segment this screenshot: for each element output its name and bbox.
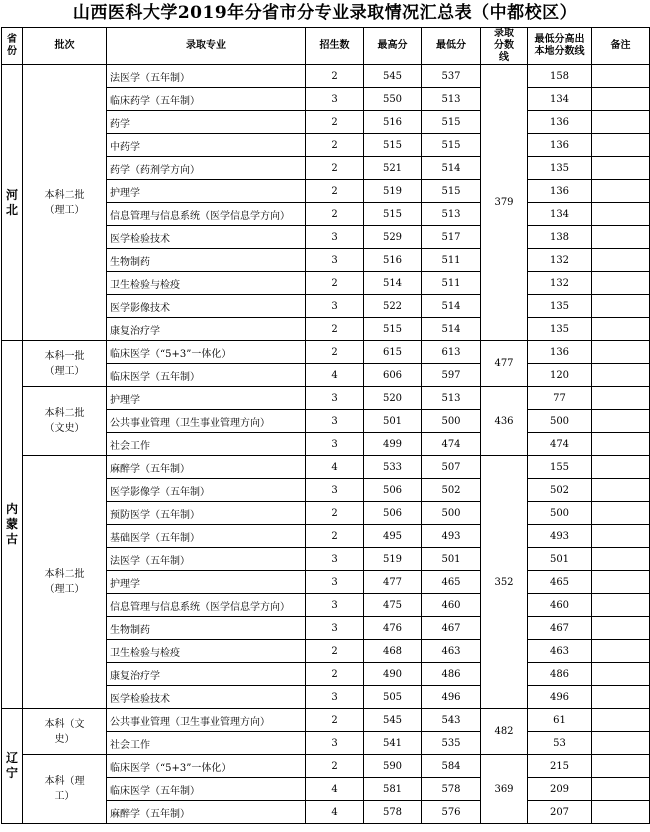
major-cell: 生物制药 bbox=[107, 617, 306, 640]
enroll-cell: 4 bbox=[306, 456, 364, 479]
note-cell bbox=[592, 732, 650, 755]
min-score-cell: 515 bbox=[422, 111, 481, 134]
province-cell bbox=[2, 709, 23, 824]
enroll-cell: 2 bbox=[306, 525, 364, 548]
major-cell: 药学 bbox=[107, 111, 306, 134]
major-cell: 社会工作 bbox=[107, 732, 306, 755]
note-cell bbox=[592, 778, 650, 801]
min-score-cell: 515 bbox=[422, 134, 481, 157]
above-line-cell: 500 bbox=[528, 502, 592, 525]
above-line-cell: 207 bbox=[528, 801, 592, 824]
above-line-cell: 502 bbox=[528, 479, 592, 502]
table-row bbox=[2, 65, 650, 88]
province-label: 河北 bbox=[5, 187, 18, 217]
note-cell bbox=[592, 295, 650, 318]
note-cell bbox=[592, 548, 650, 571]
max-score-cell: 519 bbox=[364, 548, 422, 571]
max-score-cell: 529 bbox=[364, 226, 422, 249]
enroll-cell: 3 bbox=[306, 617, 364, 640]
major-cell: 预防医学（五年制） bbox=[107, 502, 306, 525]
major-cell: 医学影像学（五年制） bbox=[107, 479, 306, 502]
note-cell bbox=[592, 134, 650, 157]
enroll-cell: 3 bbox=[306, 571, 364, 594]
batch-label: 本科一批（理工） bbox=[44, 350, 85, 377]
min-score-cell: 511 bbox=[422, 249, 481, 272]
page-title: 山西医科大学2019年分省市分专业录取情况汇总表（中都校区） bbox=[72, 3, 578, 23]
note-cell bbox=[592, 594, 650, 617]
note-cell bbox=[592, 502, 650, 525]
min-score-cell: 514 bbox=[422, 295, 481, 318]
table-row bbox=[2, 709, 650, 732]
major-cell: 护理学 bbox=[107, 387, 306, 410]
enroll-cell: 2 bbox=[306, 318, 364, 341]
major-cell: 康复治疗学 bbox=[107, 663, 306, 686]
enroll-cell: 2 bbox=[306, 709, 364, 732]
enroll-cell: 3 bbox=[306, 88, 364, 111]
enroll-cell: 2 bbox=[306, 111, 364, 134]
above-line-cell: 135 bbox=[528, 157, 592, 180]
max-score-cell: 519 bbox=[364, 180, 422, 203]
max-score-cell: 515 bbox=[364, 134, 422, 157]
max-score-cell: 522 bbox=[364, 295, 422, 318]
max-score-cell: 590 bbox=[364, 755, 422, 778]
province-label: 内蒙古 bbox=[5, 502, 18, 546]
enroll-cell: 3 bbox=[306, 548, 364, 571]
enroll-cell: 3 bbox=[306, 295, 364, 318]
major-cell: 临床医学（“5+3”一体化） bbox=[107, 755, 306, 778]
batch-label: 本科二批（理工） bbox=[44, 189, 85, 216]
min-score-cell: 537 bbox=[422, 65, 481, 88]
max-score-cell: 476 bbox=[364, 617, 422, 640]
min-score-cell: 486 bbox=[422, 663, 481, 686]
score-line-cell: 352 bbox=[481, 456, 528, 709]
min-score-cell: 474 bbox=[422, 433, 481, 456]
max-score-cell: 506 bbox=[364, 502, 422, 525]
major-cell: 药学（药剂学方向） bbox=[107, 157, 306, 180]
above-line-cell: 61 bbox=[528, 709, 592, 732]
batch-label: 本科（文史） bbox=[44, 718, 85, 745]
min-score-cell: 513 bbox=[422, 203, 481, 226]
max-score-cell: 477 bbox=[364, 571, 422, 594]
batch-cell bbox=[23, 65, 107, 341]
max-score-cell: 501 bbox=[364, 410, 422, 433]
note-cell bbox=[592, 755, 650, 778]
batch-cell bbox=[23, 387, 107, 456]
min-score-cell: 597 bbox=[422, 364, 481, 387]
min-score-cell: 584 bbox=[422, 755, 481, 778]
above-line-cell: 136 bbox=[528, 111, 592, 134]
above-line-cell: 138 bbox=[528, 226, 592, 249]
major-cell: 社会工作 bbox=[107, 433, 306, 456]
max-score-cell: 545 bbox=[364, 709, 422, 732]
major-cell: 临床医学（五年制） bbox=[107, 364, 306, 387]
enroll-cell: 2 bbox=[306, 203, 364, 226]
above-line-cell: 134 bbox=[528, 203, 592, 226]
min-score-cell: 501 bbox=[422, 548, 481, 571]
above-line-cell: 136 bbox=[528, 180, 592, 203]
enroll-cell: 4 bbox=[306, 364, 364, 387]
above-line-cell: 493 bbox=[528, 525, 592, 548]
above-line-cell: 77 bbox=[528, 387, 592, 410]
enroll-cell: 3 bbox=[306, 410, 364, 433]
min-score-cell: 578 bbox=[422, 778, 481, 801]
max-score-cell: 505 bbox=[364, 686, 422, 709]
enroll-cell: 2 bbox=[306, 640, 364, 663]
note-cell bbox=[592, 387, 650, 410]
min-score-cell: 515 bbox=[422, 180, 481, 203]
major-cell: 中药学 bbox=[107, 134, 306, 157]
max-score-cell: 515 bbox=[364, 203, 422, 226]
enroll-cell: 3 bbox=[306, 479, 364, 502]
max-score-cell: 550 bbox=[364, 88, 422, 111]
min-score-cell: 507 bbox=[422, 456, 481, 479]
note-cell bbox=[592, 157, 650, 180]
score-line-cell: 482 bbox=[481, 709, 528, 755]
above-line-cell: 155 bbox=[528, 456, 592, 479]
note-cell bbox=[592, 640, 650, 663]
score-line-cell: 369 bbox=[481, 755, 528, 824]
min-score-cell: 513 bbox=[422, 88, 481, 111]
above-line-cell: 215 bbox=[528, 755, 592, 778]
score-line-cell: 436 bbox=[481, 387, 528, 456]
enroll-cell: 3 bbox=[306, 594, 364, 617]
above-line-cell: 467 bbox=[528, 617, 592, 640]
min-score-cell: 465 bbox=[422, 571, 481, 594]
note-cell bbox=[592, 709, 650, 732]
note-cell bbox=[592, 341, 650, 364]
batch-label: 本科二批（理工） bbox=[44, 569, 85, 595]
header-province: 省份 bbox=[2, 28, 23, 65]
min-score-cell: 511 bbox=[422, 272, 481, 295]
max-score-cell: 499 bbox=[364, 433, 422, 456]
above-line-cell: 135 bbox=[528, 295, 592, 318]
min-score-cell: 517 bbox=[422, 226, 481, 249]
min-score-cell: 513 bbox=[422, 387, 481, 410]
max-score-cell: 545 bbox=[364, 65, 422, 88]
enroll-cell: 2 bbox=[306, 272, 364, 295]
enroll-cell: 2 bbox=[306, 502, 364, 525]
min-score-cell: 467 bbox=[422, 617, 481, 640]
header-enroll: 招生数 bbox=[306, 28, 364, 65]
major-cell: 医学检验技术 bbox=[107, 686, 306, 709]
enroll-cell: 4 bbox=[306, 801, 364, 824]
min-score-cell: 500 bbox=[422, 502, 481, 525]
header-row bbox=[2, 28, 650, 65]
major-cell: 医学影像技术 bbox=[107, 295, 306, 318]
header-line: 录取分数线 bbox=[481, 28, 528, 65]
header-above: 最低分高出本地分数线 bbox=[528, 28, 592, 65]
note-cell bbox=[592, 686, 650, 709]
above-line-cell: 474 bbox=[528, 433, 592, 456]
major-cell: 护理学 bbox=[107, 180, 306, 203]
header-max: 最高分 bbox=[364, 28, 422, 65]
major-cell: 临床药学（五年制） bbox=[107, 88, 306, 111]
enroll-cell: 2 bbox=[306, 180, 364, 203]
above-line-cell: 120 bbox=[528, 364, 592, 387]
above-line-cell: 53 bbox=[528, 732, 592, 755]
major-cell: 医学检验技术 bbox=[107, 226, 306, 249]
max-score-cell: 541 bbox=[364, 732, 422, 755]
min-score-cell: 514 bbox=[422, 318, 481, 341]
max-score-cell: 578 bbox=[364, 801, 422, 824]
table-row bbox=[2, 456, 650, 479]
max-score-cell: 615 bbox=[364, 341, 422, 364]
enroll-cell: 4 bbox=[306, 778, 364, 801]
enroll-cell: 2 bbox=[306, 341, 364, 364]
province-cell bbox=[2, 65, 23, 341]
above-line-cell: 134 bbox=[528, 88, 592, 111]
header-min: 最低分 bbox=[422, 28, 481, 65]
batch-cell bbox=[23, 456, 107, 709]
above-line-cell: 158 bbox=[528, 65, 592, 88]
enroll-cell: 3 bbox=[306, 226, 364, 249]
note-cell bbox=[592, 433, 650, 456]
major-cell: 护理学 bbox=[107, 571, 306, 594]
batch-cell bbox=[23, 341, 107, 387]
above-line-cell: 136 bbox=[528, 341, 592, 364]
max-score-cell: 521 bbox=[364, 157, 422, 180]
max-score-cell: 475 bbox=[364, 594, 422, 617]
major-cell: 麻醉学（五年制） bbox=[107, 456, 306, 479]
batch-cell bbox=[23, 755, 107, 824]
note-cell bbox=[592, 65, 650, 88]
note-cell bbox=[592, 88, 650, 111]
note-cell bbox=[592, 272, 650, 295]
min-score-cell: 543 bbox=[422, 709, 481, 732]
above-line-cell: 496 bbox=[528, 686, 592, 709]
max-score-cell: 520 bbox=[364, 387, 422, 410]
max-score-cell: 468 bbox=[364, 640, 422, 663]
max-score-cell: 490 bbox=[364, 663, 422, 686]
admission-table bbox=[1, 27, 650, 824]
major-cell: 卫生检验与检疫 bbox=[107, 640, 306, 663]
above-line-cell: 463 bbox=[528, 640, 592, 663]
batch-cell bbox=[23, 709, 107, 755]
min-score-cell: 460 bbox=[422, 594, 481, 617]
min-score-cell: 613 bbox=[422, 341, 481, 364]
enroll-cell: 3 bbox=[306, 433, 364, 456]
table-row bbox=[2, 755, 650, 778]
header-major: 录取专业 bbox=[107, 28, 306, 65]
max-score-cell: 581 bbox=[364, 778, 422, 801]
enroll-cell: 2 bbox=[306, 134, 364, 157]
min-score-cell: 496 bbox=[422, 686, 481, 709]
enroll-cell: 3 bbox=[306, 387, 364, 410]
major-cell: 康复治疗学 bbox=[107, 318, 306, 341]
major-cell: 信息管理与信息系统（医学信息学方向） bbox=[107, 203, 306, 226]
major-cell: 卫生检验与检疫 bbox=[107, 272, 306, 295]
province-cell bbox=[2, 341, 23, 709]
min-score-cell: 493 bbox=[422, 525, 481, 548]
major-cell: 公共事业管理（卫生事业管理方向） bbox=[107, 709, 306, 732]
min-score-cell: 576 bbox=[422, 801, 481, 824]
note-cell bbox=[592, 203, 650, 226]
note-cell bbox=[592, 479, 650, 502]
max-score-cell: 514 bbox=[364, 272, 422, 295]
batch-label: 本科（理工） bbox=[44, 776, 85, 802]
table-row bbox=[2, 387, 650, 410]
table-body bbox=[2, 65, 650, 824]
max-score-cell: 506 bbox=[364, 479, 422, 502]
enroll-cell: 3 bbox=[306, 732, 364, 755]
header-note: 备注 bbox=[592, 28, 650, 65]
max-score-cell: 516 bbox=[364, 111, 422, 134]
table-row bbox=[2, 341, 650, 364]
enroll-cell: 2 bbox=[306, 65, 364, 88]
above-line-cell: 209 bbox=[528, 778, 592, 801]
major-cell: 生物制药 bbox=[107, 249, 306, 272]
note-cell bbox=[592, 571, 650, 594]
max-score-cell: 515 bbox=[364, 318, 422, 341]
note-cell bbox=[592, 111, 650, 134]
enroll-cell: 3 bbox=[306, 249, 364, 272]
enroll-cell: 2 bbox=[306, 157, 364, 180]
min-score-cell: 502 bbox=[422, 479, 481, 502]
note-cell bbox=[592, 801, 650, 824]
max-score-cell: 495 bbox=[364, 525, 422, 548]
note-cell bbox=[592, 410, 650, 433]
province-label: 辽宁 bbox=[5, 751, 18, 780]
major-cell: 麻醉学（五年制） bbox=[107, 801, 306, 824]
above-line-cell: 136 bbox=[528, 134, 592, 157]
note-cell bbox=[592, 318, 650, 341]
above-line-cell: 132 bbox=[528, 272, 592, 295]
min-score-cell: 535 bbox=[422, 732, 481, 755]
major-cell: 基础医学（五年制） bbox=[107, 525, 306, 548]
major-cell: 法医学（五年制） bbox=[107, 548, 306, 571]
note-cell bbox=[592, 364, 650, 387]
note-cell bbox=[592, 663, 650, 686]
score-line-cell: 379 bbox=[481, 65, 528, 341]
header-batch: 批次 bbox=[23, 28, 107, 65]
above-line-cell: 486 bbox=[528, 663, 592, 686]
major-cell: 法医学（五年制） bbox=[107, 65, 306, 88]
batch-label: 本科二批（文史） bbox=[44, 408, 85, 434]
score-line-cell: 477 bbox=[481, 341, 528, 387]
above-line-cell: 465 bbox=[528, 571, 592, 594]
above-line-cell: 135 bbox=[528, 318, 592, 341]
max-score-cell: 516 bbox=[364, 249, 422, 272]
note-cell bbox=[592, 456, 650, 479]
major-cell: 公共事业管理（卫生事业管理方向） bbox=[107, 410, 306, 433]
above-line-cell: 460 bbox=[528, 594, 592, 617]
above-line-cell: 501 bbox=[528, 548, 592, 571]
note-cell bbox=[592, 180, 650, 203]
major-cell: 临床医学（“5+3”一体化） bbox=[107, 341, 306, 364]
min-score-cell: 500 bbox=[422, 410, 481, 433]
max-score-cell: 606 bbox=[364, 364, 422, 387]
enroll-cell: 3 bbox=[306, 686, 364, 709]
min-score-cell: 514 bbox=[422, 157, 481, 180]
above-line-cell: 132 bbox=[528, 249, 592, 272]
above-line-cell: 500 bbox=[528, 410, 592, 433]
note-cell bbox=[592, 249, 650, 272]
min-score-cell: 463 bbox=[422, 640, 481, 663]
note-cell bbox=[592, 226, 650, 249]
major-cell: 临床医学（五年制） bbox=[107, 778, 306, 801]
enroll-cell: 2 bbox=[306, 755, 364, 778]
note-cell bbox=[592, 617, 650, 640]
enroll-cell: 2 bbox=[306, 663, 364, 686]
note-cell bbox=[592, 525, 650, 548]
max-score-cell: 533 bbox=[364, 456, 422, 479]
major-cell: 信息管理与信息系统（医学信息学方向） bbox=[107, 594, 306, 617]
